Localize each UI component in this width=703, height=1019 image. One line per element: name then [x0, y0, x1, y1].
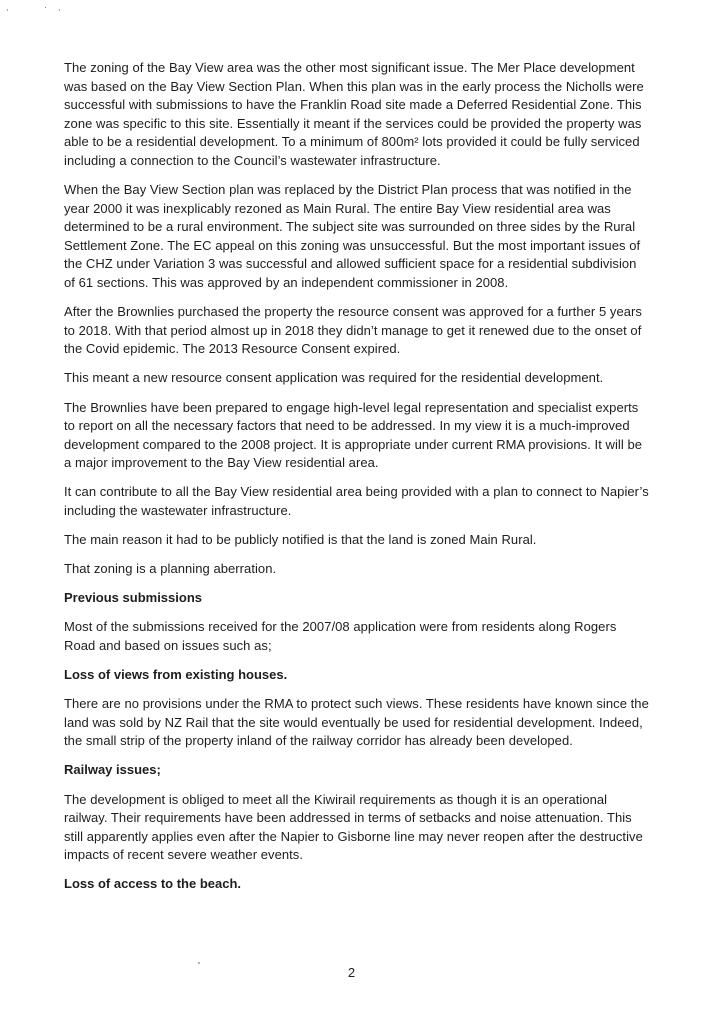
page-number: 2: [347, 965, 356, 980]
heading-loss-of-access: Loss of access to the beach.: [64, 876, 242, 892]
scan-artifact-mark: ·: [44, 2, 47, 12]
paragraph-loss-of-views: There are no provisions under the RMA to protect such views. These residents have known since the land was sold by NZ Rail that the site would eventually be used for residential development. Indeed, the small strip of the property inland of the railway corridor has already been developed.: [64, 696, 649, 749]
scan-artifact-mark: ,: [58, 2, 61, 12]
paragraph-legal-representation: The Brownlies have been prepared to engage high-level legal representation and specialist experts to report on all the necessary factors that need to be addressed. In my view it is a much-improved development compared to the 2008 project. It is appropriate under current RMA provisions. It will be a major improvement to the Bay View residential area.: [64, 399, 643, 471]
paragraph-wastewater-plan: It can contribute to all the Bay View residential area being provided with a plan to connect to Napier’s including the wastewater infrastructure.: [64, 484, 649, 518]
paragraph-public-notification: The main reason it had to be publicly notified is that the land is zoned Main Rural.: [64, 532, 537, 548]
scan-artifact-mark: ,: [6, 2, 9, 12]
paragraph-brownlies-purchase: After the Brownlies purchased the property the resource consent was approved for a further 5 years to 2018. With that period almost up in 2018 they didn’t manage to get it renewed due to the onset of the Covid epidemic. The 2013 Resource Consent expired.: [64, 304, 642, 357]
heading-previous-submissions: Previous submissions: [64, 590, 202, 606]
paragraph-planning-aberration: That zoning is a planning aberration.: [64, 561, 277, 577]
paragraph-district-plan: When the Bay View Section plan was replaced by the District Plan process that was notified in the year 2000 it was inexplicably rezoned as Main Rural. The entire Bay View residential area was determined to be a rural environment. The subject site was surrounded on three sides by the Rural Settlement Zone. The EC appeal on this zoning was unsuccessful. But the most important issues of the CHZ under Variation 3 was successful and allowed sufficient space for a residential subdivision of 61 sections. This was approved by an independent commissioner in 2008.: [64, 182, 641, 291]
paragraph-railway-issues: The development is obliged to meet all the Kiwirail requirements as though it is an operational railway. Their requirements have been addressed in terms of setbacks and noise attenuation. This still apparently applies even after the Napier to Gisborne line may never reopen after the destructive impacts of recent severe weather events.: [64, 791, 643, 863]
paragraph-zoning-bay-view: The zoning of the Bay View area was the other most significant issue. The Mer Place development was based on the Bay View Section Plan. When this plan was in the early process the Nicholls were successful with submissions to have the Franklin Road site made a Deferred Residential Zone. This zone was specific to this site. Essentially it meant if the services could be provided the property was able to be a residential development. To a minimum of 800m² lots provided it could be fully serviced including a connection to the Council’s wastewater infrastructure.: [64, 60, 644, 168]
paragraph-new-consent: This meant a new resource consent application was required for the residential development.: [64, 370, 604, 386]
document-body: [64, 59, 649, 904]
heading-loss-of-views: Loss of views from existing houses.: [64, 667, 288, 683]
paragraph-previous-submissions: Most of the submissions received for the 2007/08 application were from residents along Rogers Road and based on issues such as;: [64, 619, 617, 653]
heading-railway-issues: Railway issues;: [64, 762, 161, 778]
